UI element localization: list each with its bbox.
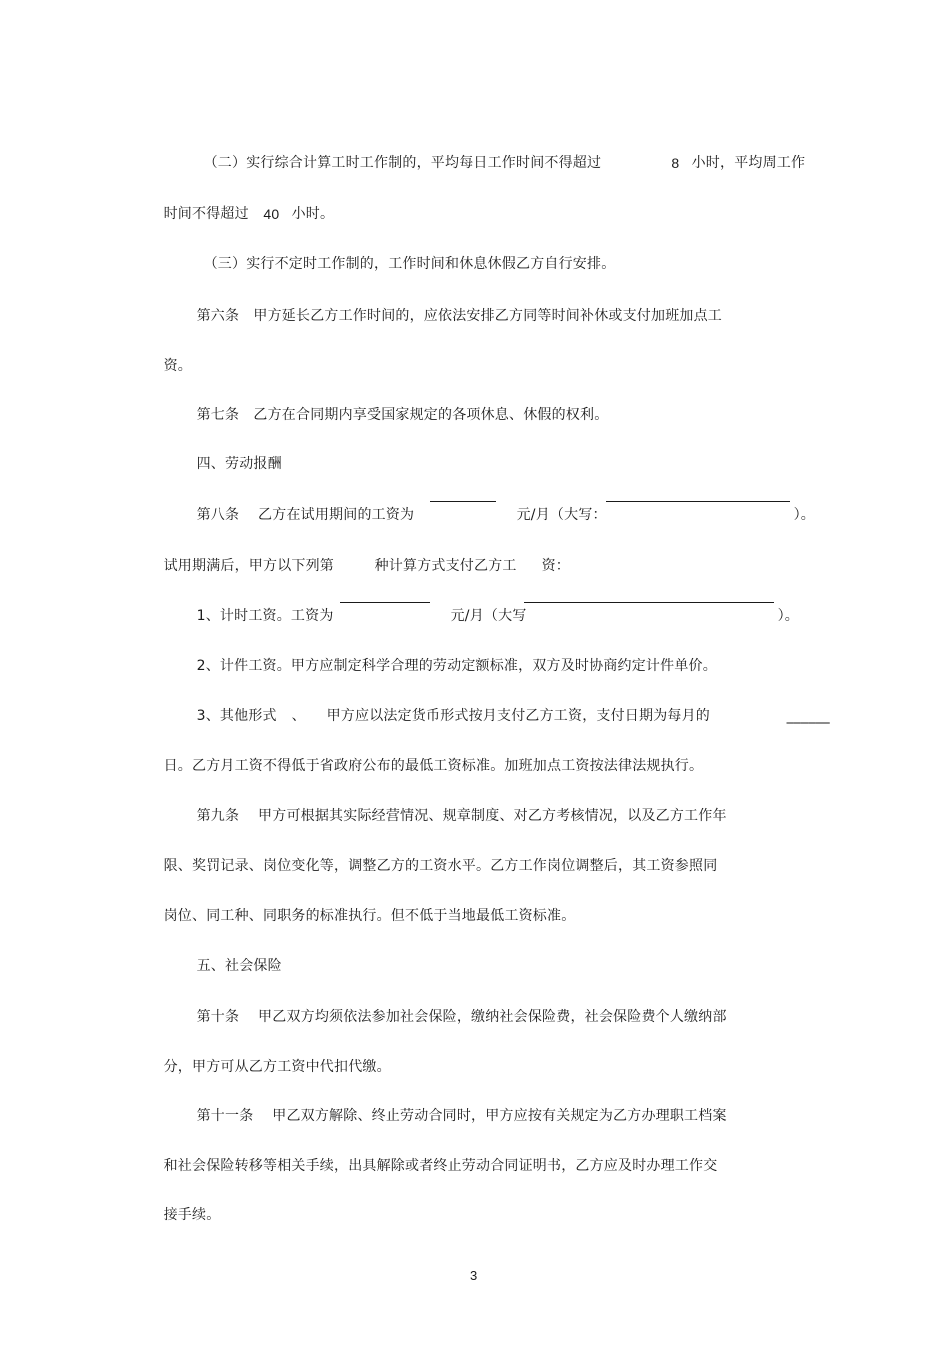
hourly-wage-blank[interactable] <box>340 588 430 603</box>
text-segment: 试用期满后，甲方以下列第 <box>163 558 335 574</box>
page-number: 3 <box>470 1268 478 1283</box>
text-segment: 1、计时工资。工资为 <box>196 608 334 624</box>
text-segment: 小时。 <box>291 206 335 222</box>
article-11-line-3 <box>145 1185 220 1245</box>
text-segment: 资： <box>541 558 571 574</box>
text-segment: （二）实行综合计算工时工作制的，平均每日工作时间不得超过 <box>203 155 602 171</box>
probation-wage-blank[interactable] <box>430 487 496 502</box>
article-11-line-2 <box>145 1136 717 1196</box>
text-segment: 和社会保险转移等相关手续，出具解除或者终止劳动合同证明书，乙方应及时办理工作交 <box>163 1158 718 1174</box>
text-segment: 时间不得超过 <box>163 206 249 222</box>
text-segment: 第十一条 甲乙双方解除、终止劳动合同时，甲方应按有关规定为乙方办理职工档案 <box>196 1108 727 1124</box>
text-segment: 种计算方式支付乙方工 <box>374 558 517 574</box>
clause-3-line <box>185 234 615 294</box>
text-segment: 第八条 乙方在试用期间的工资为 <box>196 507 415 523</box>
text-segment: 岗位、同工种、同职务的标准执行。但不低于当地最低工资标准。 <box>163 908 576 924</box>
number-text: 8 <box>671 155 680 171</box>
payday-blank[interactable] <box>768 686 830 746</box>
text-segment: 甲方应以法定货币形式按月支付乙方工资，支付日期为每月的 <box>326 708 711 724</box>
text-segment: 第七条 乙方在合同期内享受国家规定的各项休息、休假的权利。 <box>196 407 609 423</box>
text-segment: 第九条 甲方可根据其实际经营情况、规章制度、对乙方考核情况，以及乙方工作年 <box>196 808 727 824</box>
text-segment: 限、奖罚记录、岗位变化等，调整乙方的工资水平。乙方工作岗位调整后，其工资参照同 <box>163 858 718 874</box>
text-segment: 小时，平均周工作 <box>691 155 806 171</box>
text-segment: 第六条 甲方延长乙方工作时间的，应依法安排乙方同等时间补休或支付加班加点工 <box>196 308 723 324</box>
blank-text: ______ <box>786 708 830 724</box>
text-segment: （三）实行不定时工作制的，工作时间和休息休假乙方自行安排。 <box>203 256 616 272</box>
heading-text: 五、社会保险 <box>196 958 282 974</box>
number-text: 40 <box>263 206 280 222</box>
text-segment: 资。 <box>163 358 193 374</box>
text-segment: 2、计件工资。甲方应制定科学合理的劳动定额标准，双方及时协商约定计件单价。 <box>196 658 717 674</box>
article-8-line-2-end <box>523 536 570 596</box>
text-segment: 3、其他形式 <box>196 708 277 724</box>
text-segment: 分，甲方可从乙方工资中代扣代缴。 <box>163 1059 391 1075</box>
text-segment: 日。乙方月工资不得低于省政府公布的最低工资标准。加班加点工资按法律法规执行。 <box>163 758 704 774</box>
text-segment: 接手续。 <box>163 1207 221 1223</box>
hourly-wage-words-blank[interactable] <box>524 588 774 603</box>
article-6-line-1 <box>178 286 722 346</box>
text-segment: ）。 <box>793 507 816 523</box>
text-segment: 、 <box>291 708 306 724</box>
text-segment: 元/月（大写 <box>450 608 527 624</box>
clause-2-line-1-end <box>673 133 805 193</box>
text-segment: ）。 <box>777 608 800 624</box>
article-8-line-1-end <box>775 485 815 545</box>
heading-text: 四、劳动报酬 <box>196 456 282 472</box>
probation-wage-words-blank[interactable] <box>606 487 790 502</box>
text-segment: 第十条 甲乙双方均须依法参加社会保险，缴纳社会保险费，社会保险费个人缴纳部 <box>196 1009 727 1025</box>
hourly-wage-line-end <box>759 586 799 646</box>
text-segment: 元/月（大写： <box>516 507 607 523</box>
